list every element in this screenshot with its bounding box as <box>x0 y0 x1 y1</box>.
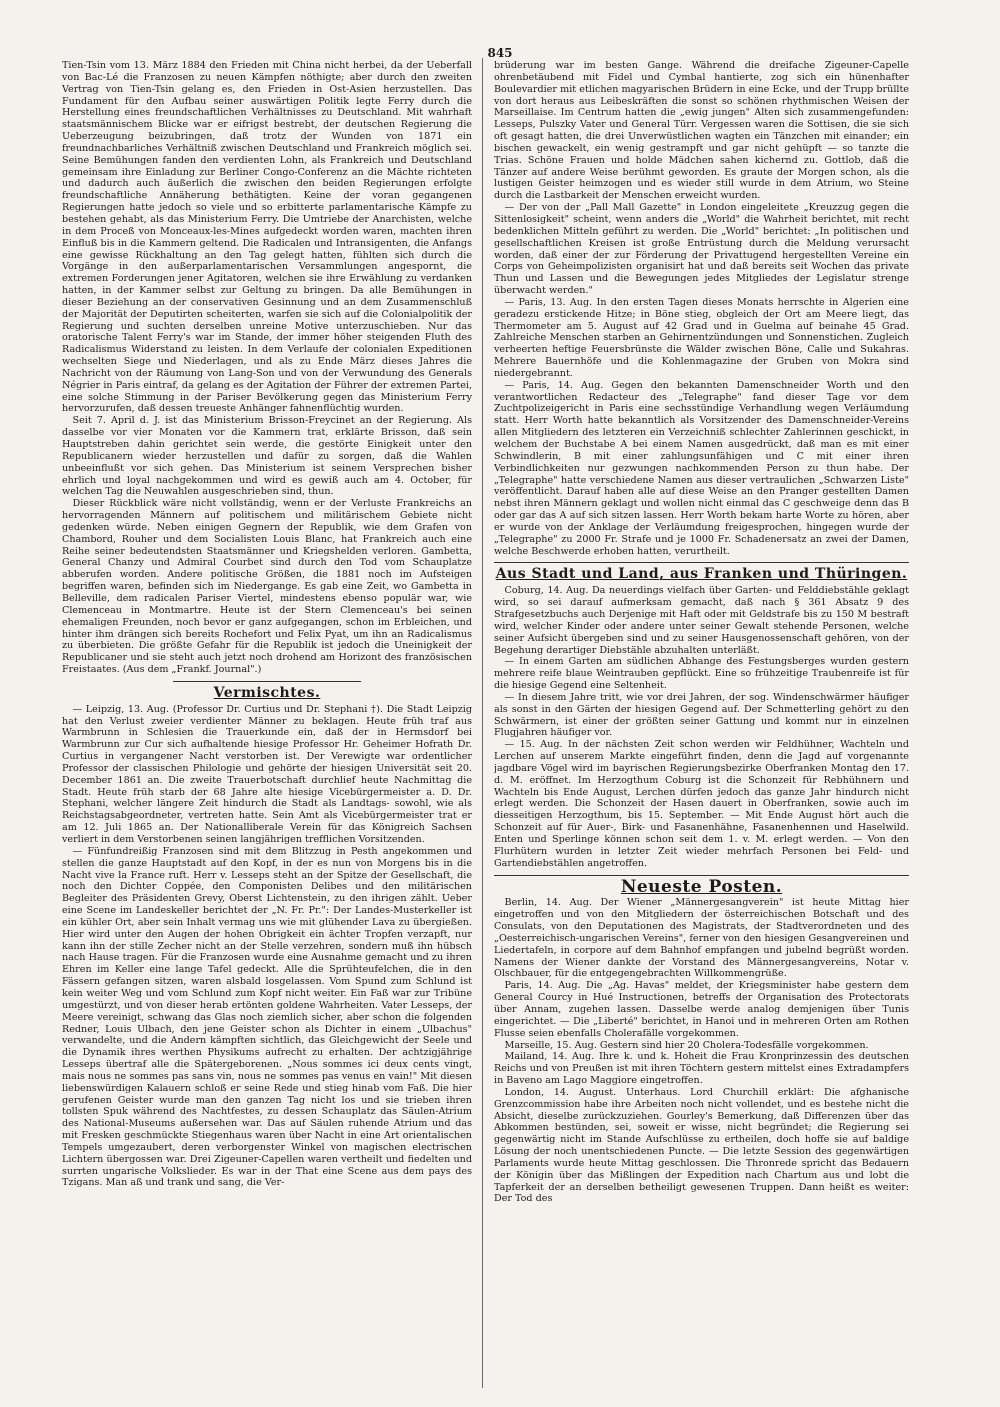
article-paragraph: — Leipzig, 13. Aug. (Professor Dr. Curtius und Dr. Stephani †). Die Stadt Leipzig hat den Verlust zweier verdienter Männer zu beklagen. Heute früh traf aus Warmbrunn in Schlesien die Trauerkunde ein, daß der in Hermsdorf bei Warmbrunn zur Cur sich aufhaltende hiesige Professor Hr. Geheimer Hofrath Dr. Curtius in vergangener Nacht verstorben ist. Der Verewigte war ordentlicher Professor der classischen Philologie und gehörte der hiesigen Universität seit 20. December 1861 an. Die zweite Trauerbotschaft durchlief heute Nachmittag die Stadt. Heute früh starb der 68 Jahre alte hiesige Vicebürgermeister a. D. Dr. Stephani, welcher längere Zeit hindurch die Stadt als Landtags- sowohl, wie als Reichstagsabgeordneter, vertreten hatte. Sein Amt als Vicebürgermeister trat er am 12. Juli 1865 an. Der Nationalliberale Verein für das Königreich Sachsen verliert in dem Verstorbenen seinen langjährigen trefflichen Vorsitzenden. <box>62 703 472 845</box>
article-paragraph: — In diesem Jahre tritt, wie vor drei Jahren, der sog. Windenschwärmer häufiger als sonst in den Gärten der hiesigen Gegend auf. Der Schmetterling gehört zu den Schwärmern, ist einer der größten seiner Gattung und kommt nur in einzelnen Flugjahren häufiger vor. <box>494 691 909 739</box>
article-paragraph: — Der von der „Pall Mall Gazette" in London eingeleitete „Kreuzzug gegen die Sittenlosigkeit" scheint, wenn anders die „World" die Wahrheit berichtet, mit recht bedenklichen Mitteln geführt zu werden. Die „World" berichtet: „In politischen und gesellschaftlichen Kreisen ist große Entrüstung durch die Meldung verursacht worden, daß einer der zur Förderung der Privattugend hergestellten Vereine ein Corps von Geheimpolizisten organisirt hat und daß bereits seit Wochen das private Thun und Lassen und die Bewegungen jedes Mitgliedes der Legislatur strenge überwacht werden." <box>494 202 909 297</box>
section-rule <box>494 875 909 876</box>
article-paragraph: — Paris, 14. Aug. Gegen den bekannten Damenschneider Worth und den verantwortlichen Redacteur des „Telegraphe" fand dieser Tage vor dem Zuchtpolizeigericht in Paris eine sechsstündige Verhandlung wegen Verläumdung statt. Herr Worth hatte bekanntlich als Vorsitzender des Damenschneider-Vereins allen Mitgliedern des letzteren ein Verzeichniß schlechter Zahlerinnen geschickt, in welchem der Buchstabe A bei einem Namen ausgedrückt, daß man es mit einer Schwindlerin, B mit einer zahlungsunfähigen und C mit einer ihren Verbindlichkeiten nur gezwungen nachkommenden Person zu thun habe. Der „Telegraphe" hatte verschiedene Namen aus dieser vertraulichen „Schwarzen Liste" veröffentlicht. Darauf haben alle auf diese Weise an den Pranger gestellten Damen nebst ihren Männern geklagt und wollen nicht einmal das C geschweige denn das B oder gar das A auf sich sitzen lassen. Herr Worth bekam harte Worte zu hören, aber er wurde von der Anklage der Verläumdung freigesprochen, hingegen wurde der „Telegraphe" zu 2000 Fr. Strafe und je 1000 Fr. Schadenersatz an zwei der Damen, welche Beschwerde erhoben hatten, verurtheilt. <box>494 379 909 557</box>
section-heading: Aus Stadt und Land, aus Franken und Thüringen. <box>495 566 908 583</box>
article-paragraph: brüderung war im besten Gange. Während die dreifache Zigeuner-Capelle ohrenbetäubend mit Fidel und Cymbal hantierte, zog sich ein hünenhafter Boulevardier mit etlichen magyarischen Brüdern in eine Ecke, und der Trupp brüllte von dort heraus aus Leibeskräften die sonst so schönen rhythmischen Weisen der Marseillaise. Im Centrum hatten die „ewig jungen" Alten sich zusammengefunden: Lesseps, Pulszky Vater und General Türr. Vergessen waren die Sottisen, die sie sich oft gesagt hatten, die drei Unverwüstlichen wagten ein Tänzchen mit einander; ein bischen gewackelt, ein wenig gestrampft und gar nicht gehüpft — so tanzte die Trias. Schöne Frauen und holde Mädchen sahen kichernd zu. Gottlob, daß die Tänzer auf andere Weise berühmt geworden. Es graute der Morgen schon, als die lustigen Geister heimzogen und es wieder still wurde in dem Atrium, wo Steine durch die Lastbarkeit der Menschen erweicht wurden. <box>494 60 909 202</box>
article-paragraph: Marseille, 15. Aug. Gestern sind hier 20 Cholera-Todesfälle vorgekommen. <box>504 1039 869 1051</box>
section-heading: Vermischtes. <box>213 684 321 701</box>
page-number: 845 <box>487 46 513 60</box>
article-paragraph: Berlin, 14. Aug. Der Wiener „Männergesangverein" ist heute Mittag hier eingetroffen und von den Mitgliedern der österreichischen Botschaft und des Consulats, von den Deputationen des Magistrats, der Stadtverordneten und des „Oesterreichisch-ungarischen Vereins", ferner von den hiesigen Gesangvereinen und Liedertafeln, in corpore auf dem Bahnhof empfangen und jubelnd begrüßt worden. Namens der Wiener dankte der Vorstand des Männergesangvereins, Notar v. Olschbauer, für die entgegengebrachten Willkommengrüße. <box>494 897 909 980</box>
right-column <box>494 60 909 1385</box>
column-divider <box>482 58 483 1388</box>
article-paragraph: — 15. Aug. In der nächsten Zeit schon werden wir Feldhühner, Wachteln und Lerchen auf unserem Markte eingeführt finden, denn die Jagd auf vorgenannte jagdbare Vögel wird im bayrischen Regierungsbezirke Oberfranken Montag den 17. d. M. eröffnet. Im Herzogthum Coburg ist die Schonzeit für Rebhühnern und Wachteln bis Ende August, Lerchen dürfen jedoch das ganze Jahr hindurch nicht erlegt werden. Die Schonzeit der Hasen dauert in Oberfranken, sowie auch im diesseitigen Herzogthum, bis 15. September. — Mit Ende August hört auch die Schonzeit auf für Auer-, Birk- und Fasanenhähne, Fasanenhennen und Haselwild. Enten und Sperlinge können schon seit dem 1. v. M. erlegt werden. — Von den Flurhütern wurden in letzter Zeit wieder mehrfach Personen bei Feld- und Gartendiebstählen angetroffen. <box>494 739 909 869</box>
section-heading: Neueste Posten. <box>620 876 783 897</box>
article-paragraph: — Paris, 13. Aug. In den ersten Tagen dieses Monats herrschte in Algerien eine geradezu erstickende Hitze; in Böne stieg, obgleich der Ort am Meere liegt, das Thermometer am 5. August auf 42 Grad und in Guelma auf beinahe 45 Grad. Zahlreiche Menschen starben an Gehirnentzündungen und Sonnenstichen. Zugleich verheerten heftige Feuersbrünste die Wälder zwischen Böne, Calle und Sukahras. Mehrere Bauernhöfe und die Kohlenmagazine der Gruben von Mokra sind niedergebrannt. <box>494 296 909 379</box>
article-paragraph: — Fünfundreißig Franzosen sind mit dem Blitzzug in Pesth angekommen und stellen die ganze Hauptstadt auf den Kopf, in der es nun von Morgens bis in die Nacht vive la France ruft. Herr v. Lesseps steht an der Spitze der Gesellschaft, die noch den Dichter Coppée, den Componisten Delibes und den militärischen Begleiter des Präsidenten Grevy, Oberst Lichtenstein, zu den ihrigen zählt. Ueber eine Scene im Landeskeller berichtet der „N. Fr. Pr.": Der Landes-Musterkeller ist ein kühler Ort, aber sein Inhalt vermag uns wie mit glühender Lava zu übergießen. Hier wird unter den Augen der hohen Obrigkeit ein ächter Tropfen verzapft, nur kann ihn der stille Zecher nicht an der Stelle verzehren, sondern muß ihn hübsch nach Hause tragen. Für die Franzosen wurde eine Ausnahme gemacht und zu ihren Ehren im Keller eine lange Tafel gedeckt. Alle die Sprühteufelchen, die in den Fässern gefangen sitzen, waren alsbald losgelassen. Vom Spund zum Schlund ist kein weiter Weg und vom Schlund zum Kopf nicht weiter. Ein Faß war zur Tribüne umgestürzt, und von dieser herab ertönten goldene Wahrheiten. Vater Lesseps, der Meere vereinigt, schwang das Glas noch ziemlich sicher, aber schon die folgenden Redner, Louis Ulbach, den jene Geister schon als Dichter in einem „Ulbachus" verwandelte, und die Andern kämpften sichtlich, das Gleichgewicht der Seele und die Dynamik ihres werthen Physikums aufrecht zu erhalten. Der achtzigjährige Lesseps übertraf alle die Spätergeborenen. „Nous sommes ici deux cents vingt, mais nous ne sommes pas sans vin, nous ne sommes pas venus en vain!" Mit diesen liebenswürdigen Kalauern schloß er seine Rede und stieg hinab vom Faß. Die hier gerufenen Geister wurde man den ganzen Tag nicht los und sie trieben ihren tollsten Spuk während des Nachtfestes, zu dessen Schauplatz das Säulen-Atrium des National-Museums außersehen war. Das auf Säulen ruhende Atrium und das mit Fresken geschmückte Stiegenhaus waren über Nacht in eine Art orientalischen Tempels umgezaubert, deren verborgenster Winkel von magischen electrischen Lichtern übergossen war. Drei Zigeuner-Capellen waren vertheilt und fiedelten und surrten ungarische Volkslieder. Es war in der That eine Scene aus dem pays des Tzigans. Man aß und trank und sang, die Ver- <box>62 845 472 1189</box>
article-paragraph: Dieser Rückblick wäre nicht vollständig, wenn er der Verluste Frankreichs an hervorragenden Männern auf politischem und militärischem Gebiete nicht gedenken würde. Neben einigen Gegnern der Republik, wie dem Grafen von Chambord, Rouher und dem Socialisten Louis Blanc, hat Frankreich auch eine Reihe seiner bedeutendsten Staatsmänner und Kriegshelden verloren. Gambetta, General Chanzy und Admiral Courbet sind durch den Tod vom Schauplatze abberufen worden. Andere politische Größen, die 1881 noch im Aufsteigen begriffen waren, befinden sich im Niedergange. Es gab eine Zeit, wo Gambetta in Belleville, dem radicalen Pariser Viertel, mindestens ebenso populär war, wie Clemenceau in Montmartre. Heute ist der Stern Clemenceau's bei seinen ehemaligen Freunden, noch bevor er ganz aufgegangen, schon im Erbleichen, und hinter ihm drängen sich bereits Rochefort und Felix Pyat, um ihn an Radicalismus zu überbieten. Die größte Gefahr für die Republik ist jedoch die Uneinigkeit der Republicaner und sie steht auch jetzt noch drohend am Horizont des französischen Freistaates. (Aus dem „Frankf. Journal".) <box>62 498 472 676</box>
section-rule <box>173 681 362 682</box>
article-paragraph: Coburg, 14. Aug. Da neuerdings vielfach über Garten- und Felddiebstähle geklagt wird, so sei darauf aufmerksam gemacht, daß nach § 361 Absatz 9 des Strafgesetzbuchs auch Derjenige mit Haft oder mit Geldstrafe bis zu 150 M bestraft wird, welcher Kinder oder andere unter seiner Gewalt stehende Personen, welche seiner Aufsicht übergeben sind und zu seiner Hausgenossenschaft gehören, von der Begehung derartiger Diebstähle abzuhalten unterläßt. <box>494 585 909 656</box>
section-rule <box>494 562 909 563</box>
article-paragraph: Tien-Tsin vom 13. März 1884 den Frieden mit China nicht herbei, da der Ueberfall von Bac-Lé die Franzosen zu neuen Kämpfen nöthigte; aber durch den zweiten Vertrag von Tien-Tsin gelang es, den Frieden in Ost-Asien herzustellen. Das Fundament für den Aufbau seiner auswärtigen Politik legte Ferry durch die Herstellung eines freundschaftlichen Verhältnisses zu Deutschland. Mit wahrhaft staatsmännischem Blicke war er eifrigst bestrebt, der deutschen Regierung die Ueberzeugung beizubringen, daß trotz der Wunden von 1871 ein freundnachbarliches Verhältniß zwischen Deutschland und Frankreich möglich sei. Seine Bemühungen fanden den verdienten Lohn, als Frankreich und Deutschland gemeinsam ihre Einladung zur Berliner Congo-Conferenz an die Mächte richteten und dadurch auch äußerlich die zwischen den beiden Regierungen erfolgte freundschaftliche Annäherung bethätigten. Keine der voran gegangenen Regierungen hatte jedoch so viele und so erbitterte parlamentarische Kämpfe zu bestehen gehabt, als das Ministerium Ferry. Die Umtriebe der Anarchisten, welche in dem Proceß von Monceaux-les-Mines aufgedeckt worden waren, machten ihren Einfluß bis in die Kammern geltend. Die Radicalen und Intransigenten, die Anfangs eine gewisse Rückhaltung an den Tag gelegt hatten, fühlten sich durch die Vorgänge in den außerparlamentarischen Versammlungen angespornt, die extremen Forderungen jener Agitatoren, welchen sie ihre Erwählung zu verdanken hatten, in der Kammer selbst zur Geltung zu bringen. Da alle Bemühungen in dieser Beziehung an der conservativen Gesinnung und an dem Zusammenschluß der Majorität der Deputirten scheiterten, warfen sie sich auf die Colonialpolitik der Regierung und suchten derselben unreine Motive unterzuschieben. Nur das oratorische Talent Ferry's war im Stande, der immer höher steigenden Fluth des Radicalismus Widerstand zu leisten. In dem Verlaufe der colonialen Expeditionen wechselten Siege und Niederlagen, und als zu Ende März dieses Jahres die Nachricht von der Räumung von Lang-Son und von der Verwundung des Generals Négrier in Paris eintraf, da gelang es der Agitation der Führer der extremen Partei, eine solche Stimmung in der Pariser Bevölkerung gegen das Ministerium Ferry hervorzurufen, daß dessen treueste Anhänger fahnenflüchtig wurden. <box>62 60 472 415</box>
article-paragraph: Seit 7. April d. J. ist das Ministerium Brisson-Freycinet an der Regierung. Als dasselbe vor vier Monaten vor die Kammern trat, erklärte Brisson, daß sein Hauptstreben dahin gerichtet sein werde, die gestörte Einigkeit unter den Republicanern wieder herzustellen und dafür zu sorgen, daß die Wahlen unbeeinflußt vor sich gehen. Das Ministerium ist seinem Versprechen bisher ehrlich und loyal nachgekommen und wird es gewiß auch am 4. October, für welchen Tag die Neuwahlen ausgeschrieben sind, thun. <box>62 415 472 498</box>
left-column <box>62 60 472 1385</box>
article-paragraph: London, 14. August. Unterhaus. Lord Churchill erklärt: Die afghanische Grenzcommission habe ihre Arbeiten noch nicht vollendet, und es bestehe nicht die Absicht, dieselbe zurückzuziehen. Gourley's Bemerkung, daß Differenzen über das Abkommen bestünden, sei, soweit er wisse, nicht begründet; die Regierung sei gegenwärtig nicht im Stande Aufschlüsse zu ertheilen, doch hoffe sie auf baldige Lösung der noch unentschiedenen Puncte. — Die letzte Session des gegenwärtigen Parlaments wurde heute Mittag geschlossen. Die Thronrede spricht das Bedauern der Königin über das Mißlingen der Expedition nach Chartum aus und lobt die Tapferkeit der an derselben betheiligt gewesenen Truppen. Dann heißt es weiter: Der Tod des <box>494 1086 909 1205</box>
article-paragraph: Mailand, 14. Aug. Ihre k. und k. Hoheit die Frau Kronprinzessin des deutschen Reichs und von Preußen ist mit ihren Töchtern gestern mittelst eines Extradampfers in Baveno am Lago Maggiore eingetroffen. <box>494 1051 909 1087</box>
article-paragraph: Paris, 14. Aug. Die „Ag. Havas" meldet, der Kriegsminister habe gestern dem General Courcy in Hué Instructionen, betreffs der Organisation des Protectorats über Annam, zugehen lassen. Dasselbe werde analog demjenigen über Tunis eingerichtet. — Die „Liberté" berichtet, in Hanoi und in mehreren Orten am Rothen Flusse seien ebenfalls Cholerafälle vorgekommen. <box>494 980 909 1039</box>
article-paragraph: — In einem Garten am südlichen Abhange des Festungsberges wurden gestern mehrere reife blaue Weintrauben gepflückt. Eine so frühzeitige Traubenreife ist für die hiesige Gegend eine Seltenheit. <box>494 656 909 692</box>
